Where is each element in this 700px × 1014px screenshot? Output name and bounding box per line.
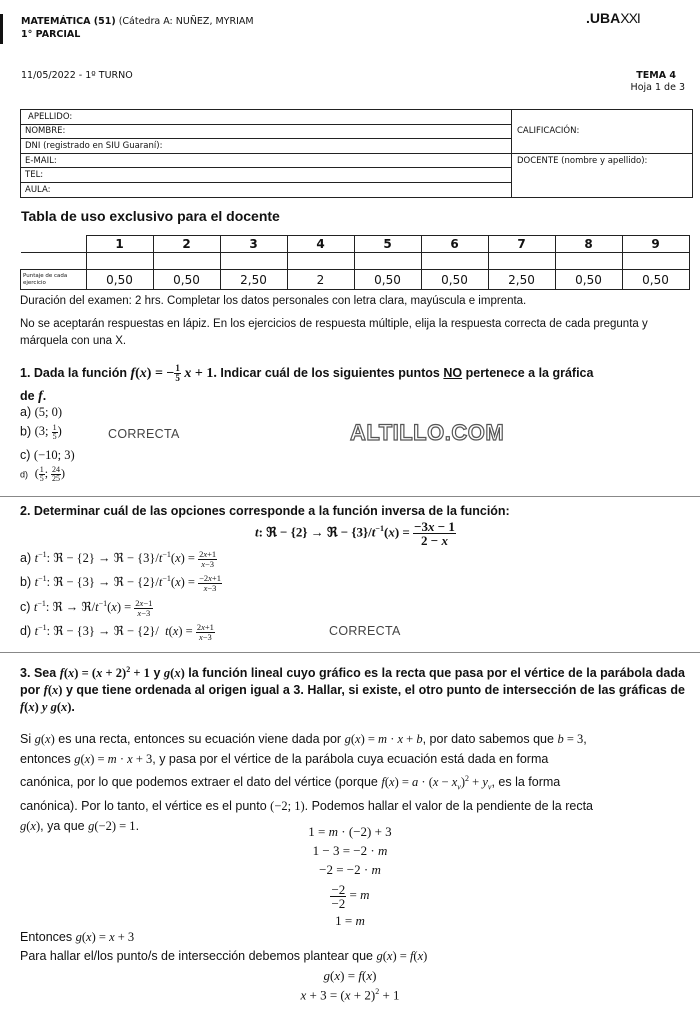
logo-xxi: XXI xyxy=(620,10,640,26)
pencil-instruction: No se aceptarán respuestas en lápiz. En los ejercicios de respuesta múltiple, elija la respuesta correcta de cada pregunta y márquela con una X. xyxy=(20,318,648,347)
q2-option-a[interactable]: a) $t^{-1}$: ℜ − {2} → ℜ − $\{3\}/t^{-1}(x)$ = $\frac{2x+1}{x-3}$ xyxy=(20,549,217,569)
date-turno: 11/05/2022 - 1º TURNO xyxy=(21,70,133,81)
score-cell: 2,50 xyxy=(220,270,287,290)
field-nombre[interactable]: NOMBRE: xyxy=(21,124,512,139)
exam-title: 1° PARCIAL xyxy=(21,29,81,40)
q1-option-d[interactable]: d) ( $\frac{1}{5}$ ; $\frac{24}{25}$ ) xyxy=(20,465,66,483)
grade-cell[interactable] xyxy=(622,253,689,270)
hoja: Hoja 1 de 3 xyxy=(630,82,685,93)
teacher-table-title: Tabla de uso exclusivo para el docente xyxy=(21,208,280,224)
left-margin-bar xyxy=(0,14,3,44)
step-4: $\frac{-2}{-2}$ = m xyxy=(331,881,370,911)
col-header: 2 xyxy=(153,236,220,253)
tema: TEMA 4 xyxy=(636,70,676,81)
grade-cell[interactable] xyxy=(555,253,622,270)
field-dni[interactable]: DNI (registrado en SIU Guaraní): xyxy=(21,139,512,154)
score-cell: 0,50 xyxy=(354,270,421,290)
q1-option-c[interactable]: c) (−10; 3) xyxy=(20,448,75,462)
col-header: 5 xyxy=(354,236,421,253)
q3-eq-2: $x + 3 = (x + 2)^2 + 1$ xyxy=(300,987,400,1003)
teacher-score-table xyxy=(20,235,690,290)
q1-option-a[interactable]: a) (5; 0) xyxy=(20,405,63,419)
q2-option-b[interactable]: b) $t^{-1}$: ℜ − {3} → ℜ − $\{2\}/t^{-1}(x)$ = $\frac{-2x+1}{x-3}$ xyxy=(20,573,221,593)
header-subject-line xyxy=(21,16,254,27)
q3-eq-1: g(x) = f(x) xyxy=(323,968,377,983)
row-label: Puntaje de cada ejercicio xyxy=(21,270,87,290)
q2-option-c[interactable]: c) $t^{-1}$: ℜ → $ℜ/t^{-1}(x)$ = $\frac{2x-1}{x-3}$ xyxy=(20,598,153,618)
q2-correct-mark: CORRECTA xyxy=(329,624,401,638)
score-cell: 0,50 xyxy=(421,270,488,290)
col-header: 7 xyxy=(488,236,555,253)
score-cell: 2,50 xyxy=(488,270,555,290)
catedra: (Cátedra A: NUÑEZ, MYRIAM xyxy=(118,16,254,27)
score-cell: 0,50 xyxy=(555,270,622,290)
subject: MATEMÁTICA (51) xyxy=(21,16,116,27)
col-header: 1 xyxy=(86,236,153,253)
logo-uba: .UBA xyxy=(586,10,621,26)
q2-option-d[interactable]: d) $t^{-1}$: ℜ − {3} → ℜ − {2}/ t(x) = $\frac{2x+1}{x-3}$ xyxy=(20,622,214,642)
divider xyxy=(0,652,700,653)
q3-solution-paragraph: Si g(x) es una recta, entonces su ecuación viene dada por g(x) = m · x + b, por dato sabemos que b = 3, entonces g(x) = m · x + 3, y pasa por el vértice de la parábola cuya ecuación está dada en forma canónica, por lo que podemos extraer el dato del vértice (porque $f(x) = a \cdot (x - x_v)^2 + y_v$, es la forma canónica). Por lo tanto, el vértice es el punto (−2; 1). Podemos hallar el valor de la pendiente de la recta g(x), ya que g(−2) = 1. xyxy=(20,732,594,833)
grade-cell[interactable] xyxy=(421,253,488,270)
field-tel[interactable]: TEL: xyxy=(21,168,512,183)
col-header: 9 xyxy=(622,236,689,253)
col-header: 4 xyxy=(287,236,354,253)
q3-then: Entonces g(x) = x + 3 xyxy=(20,930,135,944)
field-calificacion[interactable]: CALIFICACIÓN: xyxy=(512,110,693,154)
q1-option-b[interactable]: b) (3; $\frac{1}{5}$ ) xyxy=(20,423,62,441)
q3-statement: 3. Sea $f(x) = (x + 2)^2 + 1$ y g(x) la función lineal cuyo gráfico es la recta que pasa por el vértice de la parábola dada por f(x) y que tiene ordenada al origen igual a 3. Hallar, si existe, el otro punto de intersección de las gráficas de f(x) y g(x). xyxy=(20,665,685,715)
score-cell: 0,50 xyxy=(622,270,689,290)
grade-cell[interactable] xyxy=(220,253,287,270)
divider xyxy=(0,496,700,497)
step-3: −2 = −2 · m xyxy=(319,862,381,877)
field-email[interactable]: E-MAIL: xyxy=(21,153,512,168)
q3-para: Para hallar el/los punto/s de intersección debemos plantear que g(x) = f(x) xyxy=(20,949,428,963)
col-header: 3 xyxy=(220,236,287,253)
score-cell: 2 xyxy=(287,270,354,290)
grade-cell[interactable] xyxy=(354,253,421,270)
student-form xyxy=(20,109,693,198)
step-1: 1 = m · (−2) + 3 xyxy=(308,824,392,839)
grade-cell[interactable] xyxy=(488,253,555,270)
q2-statement: 2. Determinar cuál de las opciones corresponde a la función inversa de la función: xyxy=(20,504,510,518)
score-cell: 0,50 xyxy=(86,270,153,290)
grade-cell[interactable] xyxy=(287,253,354,270)
step-5: 1 = m xyxy=(335,913,365,928)
step-2: 1 − 3 = −2 · m xyxy=(312,843,388,858)
grade-cell[interactable] xyxy=(86,253,153,270)
field-aula[interactable]: AULA: xyxy=(21,182,512,197)
uba-logo xyxy=(586,10,640,26)
q1-correct-mark: CORRECTA xyxy=(108,427,180,441)
watermark: ALTILLO.COM xyxy=(350,420,505,445)
q1-statement: 1. Dada la función f(x) = − $\frac{1}{5}$ x + 1. Indicar cuál de los siguientes puntos NO pertenece a la gráfica de f. xyxy=(20,363,594,404)
field-docente[interactable]: DOCENTE (nombre y apellido): xyxy=(512,153,693,197)
duration-instruction: Duración del examen: 2 hrs. Completar los datos personales con letra clara, mayúscula e imprenta. xyxy=(20,295,527,307)
q2-function: t: ℜ − {2} → ℜ − $\{3\}/t^{-1}(x)$ = $\frac{-3x - 1}{2 - x}$ xyxy=(255,519,455,548)
col-header: 8 xyxy=(555,236,622,253)
col-header: 6 xyxy=(421,236,488,253)
q3-steps xyxy=(200,822,500,930)
field-apellido[interactable]: APELLIDO: xyxy=(21,110,512,125)
grade-cell[interactable] xyxy=(153,253,220,270)
score-cell: 0,50 xyxy=(153,270,220,290)
